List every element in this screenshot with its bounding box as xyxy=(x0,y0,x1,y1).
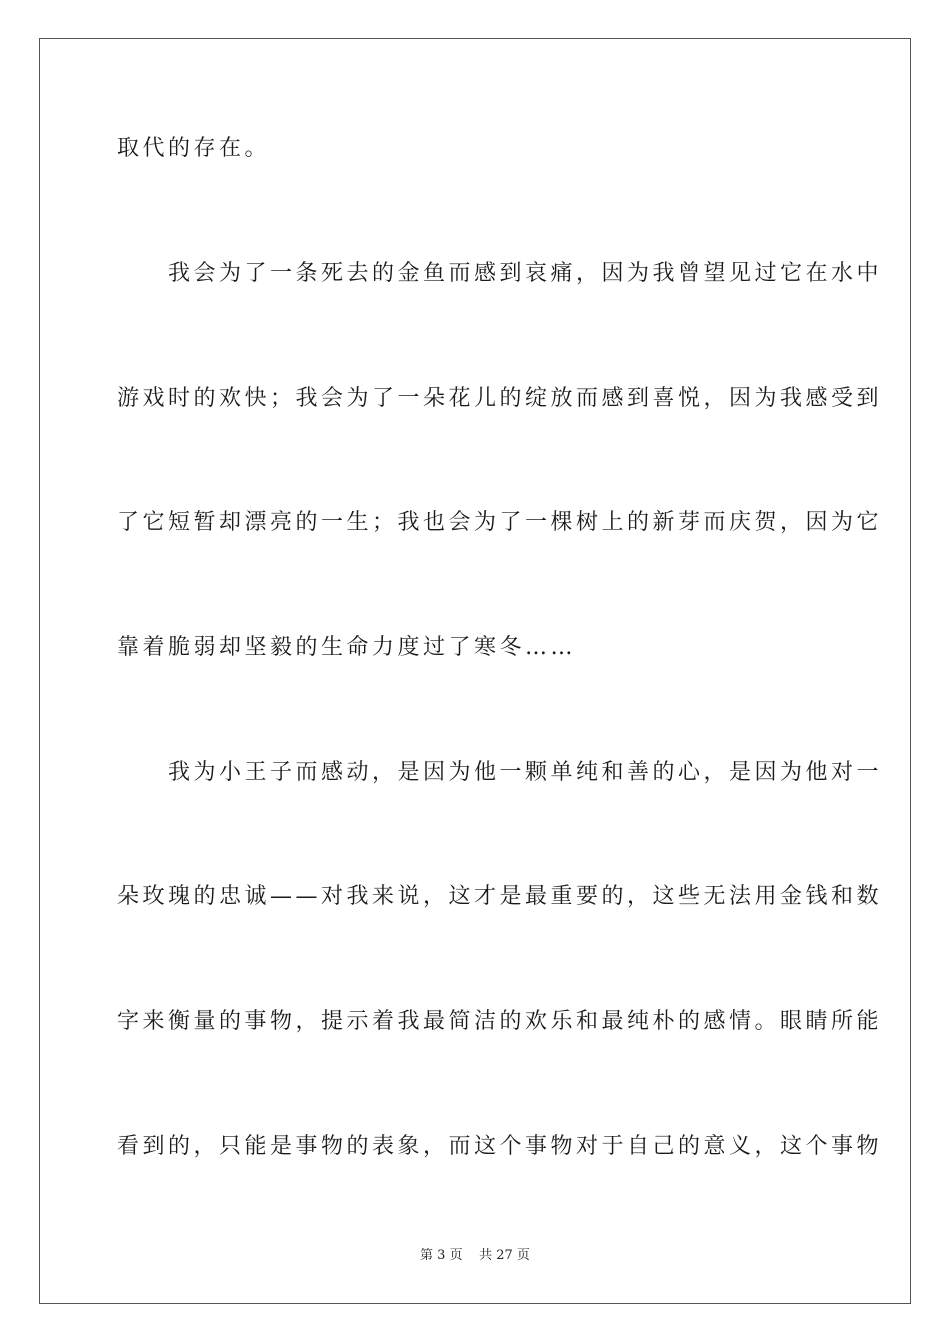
text-line: 朵玫瑰的忠诚——对我来说，这才是最重要的，这些无法用金钱和数 xyxy=(117,884,883,909)
text-line: 靠着脆弱却坚毅的生命力度过了寒冬…… xyxy=(117,635,577,660)
text-line: 我会为了一条死去的金鱼而感到哀痛，因为我曾望见过它在水中 xyxy=(117,261,883,286)
page-number: 第 3 页 xyxy=(420,1248,463,1263)
text-line: 取代的存在。 xyxy=(117,136,271,161)
text-line: 我为小王子而感动，是因为他一颗单纯和善的心，是因为他对一 xyxy=(117,760,883,785)
text-line: 了它短暂却漂亮的一生；我也会为了一棵树上的新芽而庆贺，因为它 xyxy=(117,510,883,535)
page-frame xyxy=(39,38,911,1304)
text-line: 字来衡量的事物，提示着我最简洁的欢乐和最纯朴的感情。眼睛所能 xyxy=(117,1009,883,1034)
page-total: 共 27 页 xyxy=(479,1248,530,1263)
text-line: 看到的，只能是事物的表象，而这个事物对于自己的意义，这个事物 xyxy=(117,1134,883,1159)
text-line: 游戏时的欢快；我会为了一朵花儿的绽放而感到喜悦，因为我感受到 xyxy=(117,386,883,411)
page-footer xyxy=(0,1247,950,1265)
